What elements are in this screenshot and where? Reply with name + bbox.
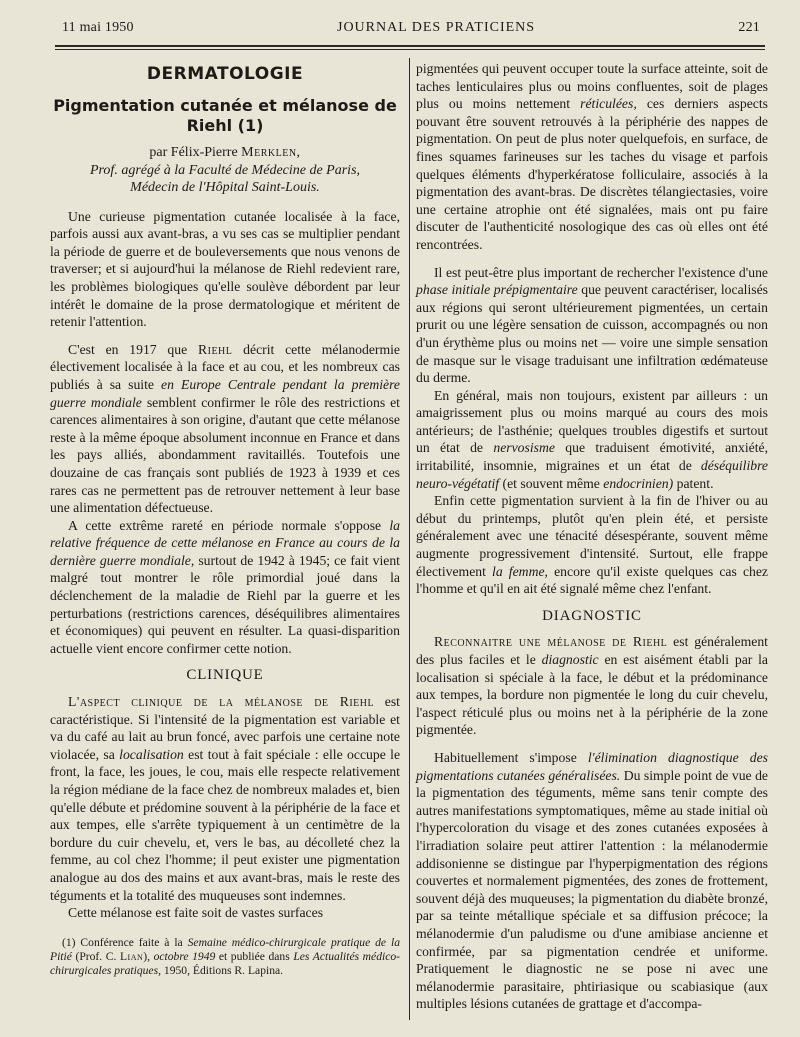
text-run: Enfin cette pigmentation survient à la fin de l'hiver ou au début du printemps, plutôt qu'en plein été, et persiste généralement avec une ténacité désespérante, souvent même augmente progressivement d'intensité. Surtout, elle frappe électivement: [416, 493, 768, 579]
text-run: (et souvent même: [502, 475, 600, 491]
emphasis: l'élimination diagnostique des pigmentations cutanées généralisées.: [416, 749, 769, 783]
emphasis: localisation: [119, 746, 184, 762]
subheading-clinique: CLINIQUE: [186, 667, 264, 684]
emphasis: diagnostic: [541, 652, 599, 667]
emphasis: Semaine médico-chirurgicale pratique de la Pitié: [50, 935, 401, 963]
text-run: est caractéristique. Si l'intensité de la pigmentation est variable et va du café au lait au brun foncé, avec parfois une certaine note violacée, sa: [50, 694, 400, 762]
affiliation-line-2: Médecin de l'Hôpital Saint-Louis.: [130, 179, 320, 195]
text-run: 1950, Éditions R. Lapina.: [163, 963, 284, 977]
text-run: C'est en 1917 que: [68, 341, 188, 357]
paragraph-general-signs: [416, 387, 768, 493]
text-run: Il est peut-être plus important de rechercher l'existence d'une: [434, 264, 768, 280]
paragraph-clinical-aspect: [50, 693, 400, 904]
section-title: DERMATOLOGIE: [146, 64, 304, 84]
text-run: encore qu'il existe quelques cas chez l'homme et qu'il en ait été signalé même chez l'enfant.: [416, 563, 769, 597]
text-run: Du simple point de vue de la pigmentation des téguments, même sans tenir compte des autres manifestations symptomatiques, même au stade initial où l'hypercoloration du visage et des zones cutanées exposées à l'irradiation solaire peut attirer l'attention : la mélanodermie addisonienne se distingue par l'hyperpigmentation des régions couvertes et normalement pigmentées, des zones de frottement, souvent déjà des muqueuses; la pigmentation du diabète bronzé, par sa teinte métallique spéciale et sa diffusion précoce; la mélanodermie d'un paludisme ou d'une amibiase ancienne et confirmée, par sa pigmentation cendrée et uniforme. Pratiquement le diagnostic ne se pose ni avec une mélanodermie parasitaire, phtiriasique ou scabiasique (aux multiples lésions cutanées de grattage et d'accompa-: [416, 767, 769, 1012]
paragraph-intro: Une curieuse pigmentation cutanée localisée à la face, parfois aussi aux avant-bras, a vu ses cas se multiplier pendant la période de guerre et de bouleversements que nous venons de traverser; et si aujourd'hui la mélanose de Riehl redevient rare, les problèmes biologiques qu'elle soulève débordent par leur intérêt le domaine de la prose dermatologique et méritent de retenir l'attention.: [50, 208, 400, 330]
subheading-diagnostic: DIAGNOSTIC: [542, 607, 642, 624]
author-name: Merklen,: [241, 144, 301, 160]
paragraph-diagnosis: [416, 633, 768, 739]
header-journal-title: JOURNAL DES PRATICIENS: [337, 20, 536, 35]
paragraph-differential: [416, 749, 768, 1013]
footnote: [50, 936, 400, 978]
text-run: A cette extrême rareté en période normale s'oppose: [68, 517, 382, 533]
emphasis: nervosisme: [493, 440, 555, 456]
paragraph-prepigment-phase: [416, 264, 768, 387]
text-run: ces derniers aspects pouvant être souvent retrouvés à la périphérie des nappes de pigmentation. On peut de plus noter quelquefois, en surface, de fines squames farineuses sur les taches du visage et parfois quelques éléments d'hyperkératose folliculaire, associés à la pigmentation des avant-bras. De discrètes télangiectasies, voire une certaine atrophie ont été signalées, mais ont pu faire discuter de l'authenticité nosologique des cas où elles ont été rencontrées.: [416, 96, 768, 252]
header-page-number: 221: [738, 20, 760, 35]
running-header: [62, 20, 760, 44]
emphasis: déséquilibre neuro-végétatif: [416, 458, 768, 491]
right-column: [416, 60, 768, 1013]
emphasis: phase initiale prépigmentaire: [416, 282, 578, 298]
text-run: semblent confirmer le rôle des restrictions et carences alimentaires à son origine, d'autant que cette mélanose reste à la même époque absolument inconnue en France et dans les pays alliés, abondamment ravitaillés. Toutefois une douzaine de cas français sont publiés de 1923 à 1939 et ces rares cas ne permettent pas de retrouver nettement à leur base une alimentation défectueuse.: [50, 394, 400, 516]
text-run: surtout de 1942 à 1945; ce fait vient malgré tout montrer le rôle primordial joué dans la déclenchement de la maladie de Riehl par la guerre et les perturbations (restrictions carences, déséquilibres alimentaires et économiques) qui peuvent en résulter. La quasi-disparition actuelle vient encore confirmer cette notion.: [50, 552, 400, 656]
emphasis: octobre 1949: [153, 949, 216, 963]
column-divider: [409, 58, 410, 1020]
text-run: Habituellement s'impose: [434, 749, 577, 765]
author-reference: Riehl: [197, 341, 233, 357]
author-reference: Lian: [119, 949, 144, 963]
paragraph-lesions: [416, 60, 768, 254]
emphasis: réticulées,: [580, 96, 637, 112]
emphasis: la relative fréquence de cette mélanose en France au cours de la dernière guerre mondiale,: [50, 517, 401, 568]
text-run: est tout à fait spéciale : elle occupe le front, la face, les joues, le cou, mais elle respecte relativement la région médiane de la face chez de nombreux malades et, bien qu'elle débute et prédomine souvent à la périphérie de la face et aux tempes, elle s'arrête typiquement à un centimètre de la bordure du cuir chevelu, et, vers le bas, au décolleté chez la femme, au col chez l'homme; il peut exister une pigmentation analogue au dos des mains et aux avant-bras, mais le reste des téguments et la totalité des muqueuses sont indemnes.: [50, 746, 401, 903]
paragraph-continues: Cette mélanose est faite soit de vastes surfaces: [68, 905, 324, 921]
lead-in: Reconnaitre une mélanose de Riehl: [434, 634, 668, 650]
article-title: Pigmentation cutanée et mélanose de Riehl (1): [53, 95, 397, 135]
emphasis: la femme,: [492, 563, 548, 579]
text-run: ),: [143, 949, 151, 963]
emphasis: en Europe Centrale pendant la première guerre mondiale: [50, 376, 400, 410]
text-run: (1) Conférence faite à la: [62, 935, 183, 949]
header-rule: [55, 45, 765, 47]
text-run: pigmentées qui peuvent occuper toute la surface atteinte, soit de taches lenticulaires plus ou moins confluentes, soit de plages plus ou moins nettement: [416, 61, 768, 112]
paragraph-season: [416, 492, 768, 598]
emphasis: Les Actualités médico-chirurgicales pratiques,: [50, 949, 401, 977]
left-column: [50, 60, 400, 978]
text-run: décrit cette mélanodermie électivement localisée à la face et au cou, et les nombreux cas publiés à sa suite: [50, 341, 401, 392]
paragraph-history: [50, 341, 400, 517]
text-run: (Prof. C.: [75, 949, 117, 963]
byline-prefix: par Félix-Pierre: [149, 144, 238, 160]
text-run: et publiée dans: [218, 949, 290, 963]
header-date: 11 mai 1950: [62, 20, 134, 35]
text-run: que peuvent caractériser, localisés aux régions qui seront ultérieurement pigmentées, un certain prurit ou une légère sensation de cuisson, accompagnés ou non d'un érythème plus ou moins net — voire une simple sensation de masque sur le visage traduisant une infiltration œdémateuse du derme.: [416, 282, 769, 386]
text-run: est généralement des plus faciles et le: [416, 634, 768, 667]
text-run: En général, mais non toujours, existent par ailleurs : un amaigrissement plus ou moins marqué au cours des mois antérieurs; de l'asthénie; quelques troubles digestifs et surtout un état de: [416, 387, 768, 456]
paragraph-frequency: [50, 517, 400, 658]
lead-in: L'aspect clinique de la mélanose de Riehl: [68, 694, 375, 710]
header-rule-thin: [55, 49, 765, 50]
byline: [50, 144, 400, 162]
text-run: patent.: [676, 475, 714, 491]
emphasis: endocrinien): [603, 475, 674, 491]
text-run: que traduisent émotivité, anxiété, irritabilité, insomnie, migraines et un état de: [416, 440, 769, 474]
text-run: en est aisément établi par la localisation si spéciale à la face, le début et la prédominance aux tempes, la bordure non pigmentée le long du cuir chevelu, l'aspect réticulé plus ou moins net à la périphérie de la zone pigmentée.: [416, 652, 769, 738]
affiliation-line-1: Prof. agrégé à la Faculté de Médecine de Paris,: [89, 162, 361, 178]
author-affiliation: [50, 162, 400, 196]
